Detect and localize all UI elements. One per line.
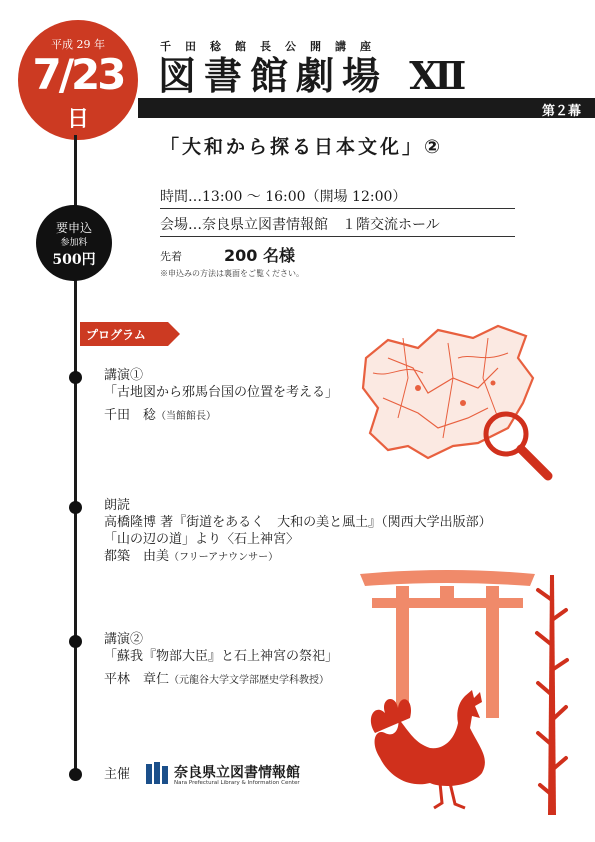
title-numeral: Ⅻ xyxy=(409,53,467,98)
speaker-name: 平林 章仁 xyxy=(104,672,170,687)
program-type: 講演② xyxy=(104,632,144,647)
fee-badge xyxy=(36,205,112,281)
program-speaker-line xyxy=(104,407,338,425)
program-type: 朗読 xyxy=(104,498,131,513)
main-title xyxy=(158,54,466,98)
application-note: ※申込みの方法は裏面をご覧ください。 xyxy=(160,269,304,278)
first-come-label: 先着 xyxy=(160,250,182,263)
organizer-name-en: Nara Prefectural Library & Information Center xyxy=(174,780,300,786)
timeline-dot xyxy=(69,768,82,781)
event-time: 時間…13:00 ～ 16:00（開場 12:00） xyxy=(160,189,407,205)
divider xyxy=(160,208,515,209)
program-title: 「蘇我『物部大臣』と石上神宮の祭祀」 xyxy=(104,649,339,664)
program-speaker-line xyxy=(104,548,492,566)
event-era: 平成 29 年 xyxy=(51,38,105,51)
event-date: 7/23 xyxy=(32,50,124,99)
speaker-name: 都築 由美 xyxy=(104,549,170,564)
event-venue: 会場…奈良県立図書情報館 １階交流ホール xyxy=(160,217,440,233)
program-subtitle: 「山の辺の道」より〈石上神宮〉 xyxy=(104,532,300,547)
act-label: 第２幕 xyxy=(541,104,581,119)
organizer-name: 奈良県立図書情報館 xyxy=(174,765,300,781)
library-logo-icon xyxy=(143,762,171,786)
program-title: 「古地図から邪馬台国の位置を考える」 xyxy=(104,385,339,400)
program-speaker-line xyxy=(104,671,338,689)
event-day: 日 xyxy=(66,107,89,132)
speaker-role: （当館館長） xyxy=(156,411,217,422)
timeline-dot xyxy=(69,501,82,514)
series-title: 千田稔館長公開講座 xyxy=(160,40,385,53)
fee-amount: 500円 xyxy=(52,252,96,268)
program-item-lecture-1 xyxy=(104,367,338,425)
capacity: 200 名様 xyxy=(224,246,295,265)
apply-required-label: 要申込 xyxy=(55,221,92,235)
rooster-illustration xyxy=(370,688,520,810)
program-type: 講演① xyxy=(104,368,144,383)
sakaki-branch-illustration xyxy=(532,575,572,815)
program-label: プログラム xyxy=(86,328,146,342)
fee-label: 参加料 xyxy=(60,238,88,248)
subtitle: 「大和から探る日本文化」② xyxy=(160,136,444,158)
speaker-role: （元龍谷大学文学部歴史学科教授） xyxy=(169,675,330,686)
speaker-role: （フリーアナウンサー） xyxy=(169,552,279,563)
program-title: 高橋隆博 著『街道をあるく 大和の美と風土』（関西大学出版部） xyxy=(104,515,492,530)
timeline-dot xyxy=(69,635,82,648)
magnifier-icon xyxy=(476,404,556,484)
program-item-lecture-2 xyxy=(104,631,338,689)
organizer-label: 主催 xyxy=(104,767,131,782)
timeline-dot xyxy=(69,371,82,384)
date-circle xyxy=(18,20,138,140)
title-underline-bar xyxy=(138,98,595,118)
program-item-reading xyxy=(104,497,492,566)
main-title-text: 図書館劇場 xyxy=(158,53,389,98)
speaker-name: 千田 稔 xyxy=(104,408,157,423)
divider xyxy=(160,236,515,237)
